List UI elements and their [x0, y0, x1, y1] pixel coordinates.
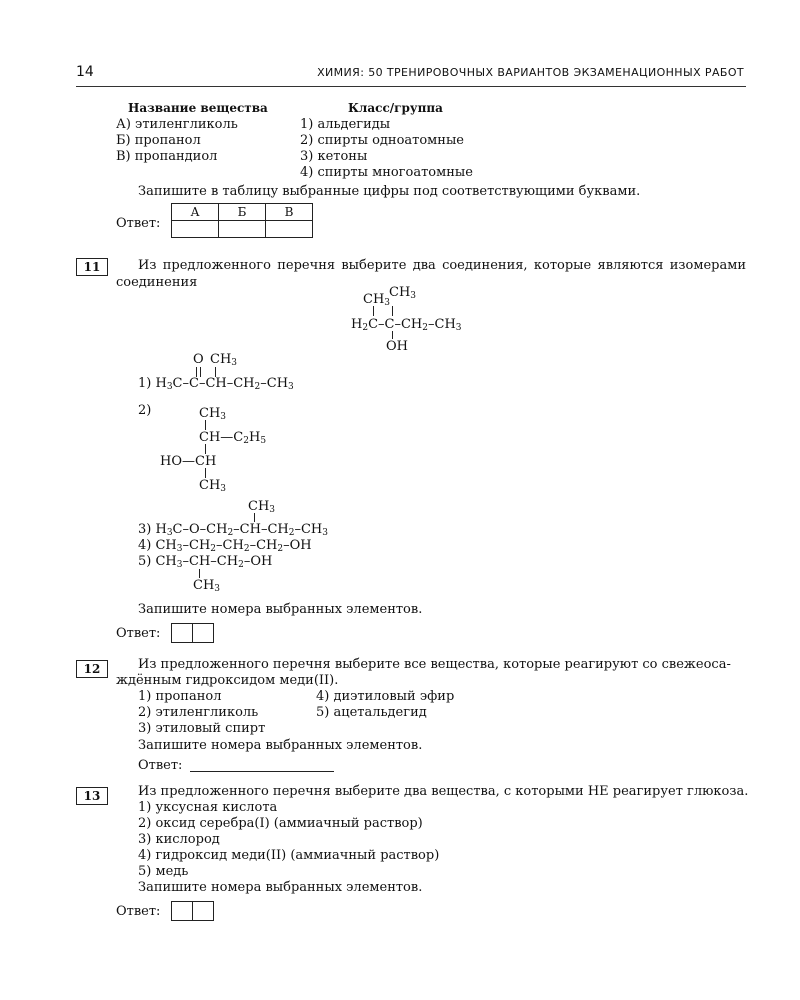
task10-instruction: Запишите в таблицу выбранные цифры под соответствующими буквами. [138, 184, 641, 199]
task13-item-2: 2) оксид серебра(I) (аммиачный раствор) [138, 816, 423, 831]
answer-box[interactable] [171, 623, 193, 643]
table-header-b: Б [219, 204, 266, 221]
task13-answer-label: Ответ: [116, 904, 161, 919]
left-item-b: Б) пропанол [116, 133, 201, 148]
task11-answer-label: Ответ: [116, 626, 161, 641]
opt1-o: O [193, 352, 204, 367]
running-title: ХИМИЯ: 50 ТРЕНИРОВОЧНЫХ ВАРИАНТОВ ЭКЗАМЕНАЦИОННЫХ РАБОТ [317, 66, 744, 79]
task12-item-5: 5) ацетальдегид [316, 705, 427, 720]
target-bond-2 [392, 306, 393, 316]
task13-item-5: 5) медь [138, 864, 189, 879]
answer-cell-a[interactable] [172, 221, 219, 238]
task11-answer-boxes[interactable] [171, 623, 213, 641]
opt2-bond-3 [205, 468, 206, 478]
target-bond-oh [392, 331, 393, 339]
opt2-bond-1 [205, 420, 206, 430]
task13-item-3: 3) кислород [138, 832, 220, 847]
task11-text: Из предложенного перечня выберите два соединения, которые являются изомерами соединения [116, 258, 746, 290]
task10-answer-table [171, 203, 313, 238]
opt2-ch-c2h5: $CH—C_2H_5$ [199, 430, 267, 446]
task11-instruction: Запишите номера выбранных элементов. [138, 602, 423, 617]
answer-cell-v[interactable] [266, 221, 313, 238]
task10-answer-label: Ответ: [116, 216, 161, 231]
task12-answer-label: Ответ: [138, 758, 183, 773]
table-header-v: В [266, 204, 313, 221]
task13-item-4: 4) гидроксид меди(II) (аммиачный раствор) [138, 848, 440, 863]
target-oh: OH [386, 339, 408, 354]
target-ch3-left: $CH_3$ [363, 292, 391, 308]
opt2-ho-ch: HO—CH [160, 454, 217, 469]
task-number-13: 13 [76, 787, 108, 805]
right-item-4: 4) спирты многоатомные [300, 165, 473, 180]
answer-box[interactable] [192, 901, 214, 921]
target-ch3-right: $CH_3$ [389, 285, 417, 301]
task-number-11: 11 [76, 258, 108, 276]
table-header-a: А [172, 204, 219, 221]
task12-line1: Из предложенного перечня выберите все вещества, которые реагируют со свежеоса- [138, 657, 731, 672]
opt2-bond-2 [205, 444, 206, 454]
opt2-label: 2) [138, 403, 152, 418]
target-main-chain: $H_2C-C-CH_2-CH_3$ [351, 317, 462, 333]
answer-cell-b[interactable] [219, 221, 266, 238]
target-bond-1 [373, 306, 374, 316]
opt5-ch3-bottom: $CH_3$ [193, 578, 221, 594]
opt5-bond [199, 569, 200, 578]
col-header-class: Класс/группа [348, 101, 443, 115]
opt5-chain: 5) $CH_3-CH-CH_2-OH$ [138, 554, 273, 570]
task-number-12: 12 [76, 660, 108, 678]
task12-answer-line[interactable] [190, 771, 334, 772]
opt3-bond [254, 513, 255, 522]
left-item-v: В) пропандиол [116, 149, 218, 164]
header-rule [76, 86, 746, 87]
opt4-chain: 4) $CH_3-CH_2-CH_2-CH_2-OH$ [138, 538, 312, 554]
task12-item-4: 4) диэтиловый эфир [316, 689, 455, 704]
right-item-2: 2) спирты одноатомные [300, 133, 464, 148]
opt3-ch3-top: $CH_3$ [248, 499, 276, 515]
task13-item-1: 1) уксусная кислота [138, 800, 278, 815]
task13-answer-boxes[interactable] [171, 901, 213, 919]
task12-item-1: 1) пропанол [138, 689, 222, 704]
left-item-a: А) этиленгликоль [116, 117, 238, 132]
right-item-1: 1) альдегиды [300, 117, 391, 132]
task13-instruction: Запишите номера выбранных элементов. [138, 880, 423, 895]
task12-instruction: Запишите номера выбранных элементов. [138, 738, 423, 753]
task12-item-2: 2) этиленгликоль [138, 705, 259, 720]
opt1-ch3-top: $CH_3$ [210, 352, 238, 368]
task13-line1: Из предложенного перечня выберите два вещества, с которыми НЕ реагирует глюкоза. [138, 784, 749, 799]
answer-box[interactable] [192, 623, 214, 643]
opt2-ch3-bottom: $CH_3$ [199, 478, 227, 494]
answer-box[interactable] [171, 901, 193, 921]
opt2-ch3-top: $CH_3$ [199, 406, 227, 422]
opt1-chain: 1) $H_3C-C-CH-CH_2-CH_3$ [138, 376, 294, 392]
task12-line2: ждённым гидроксидом меди(II). [116, 673, 339, 688]
task12-item-3: 3) этиловый спирт [138, 721, 266, 736]
right-item-3: 3) кетоны [300, 149, 368, 164]
page-number: 14 [76, 64, 94, 80]
opt3-chain: 3) $H_3C-O-CH_2-CH-CH_2-CH_3$ [138, 522, 329, 538]
col-header-name: Название вещества [128, 101, 268, 115]
